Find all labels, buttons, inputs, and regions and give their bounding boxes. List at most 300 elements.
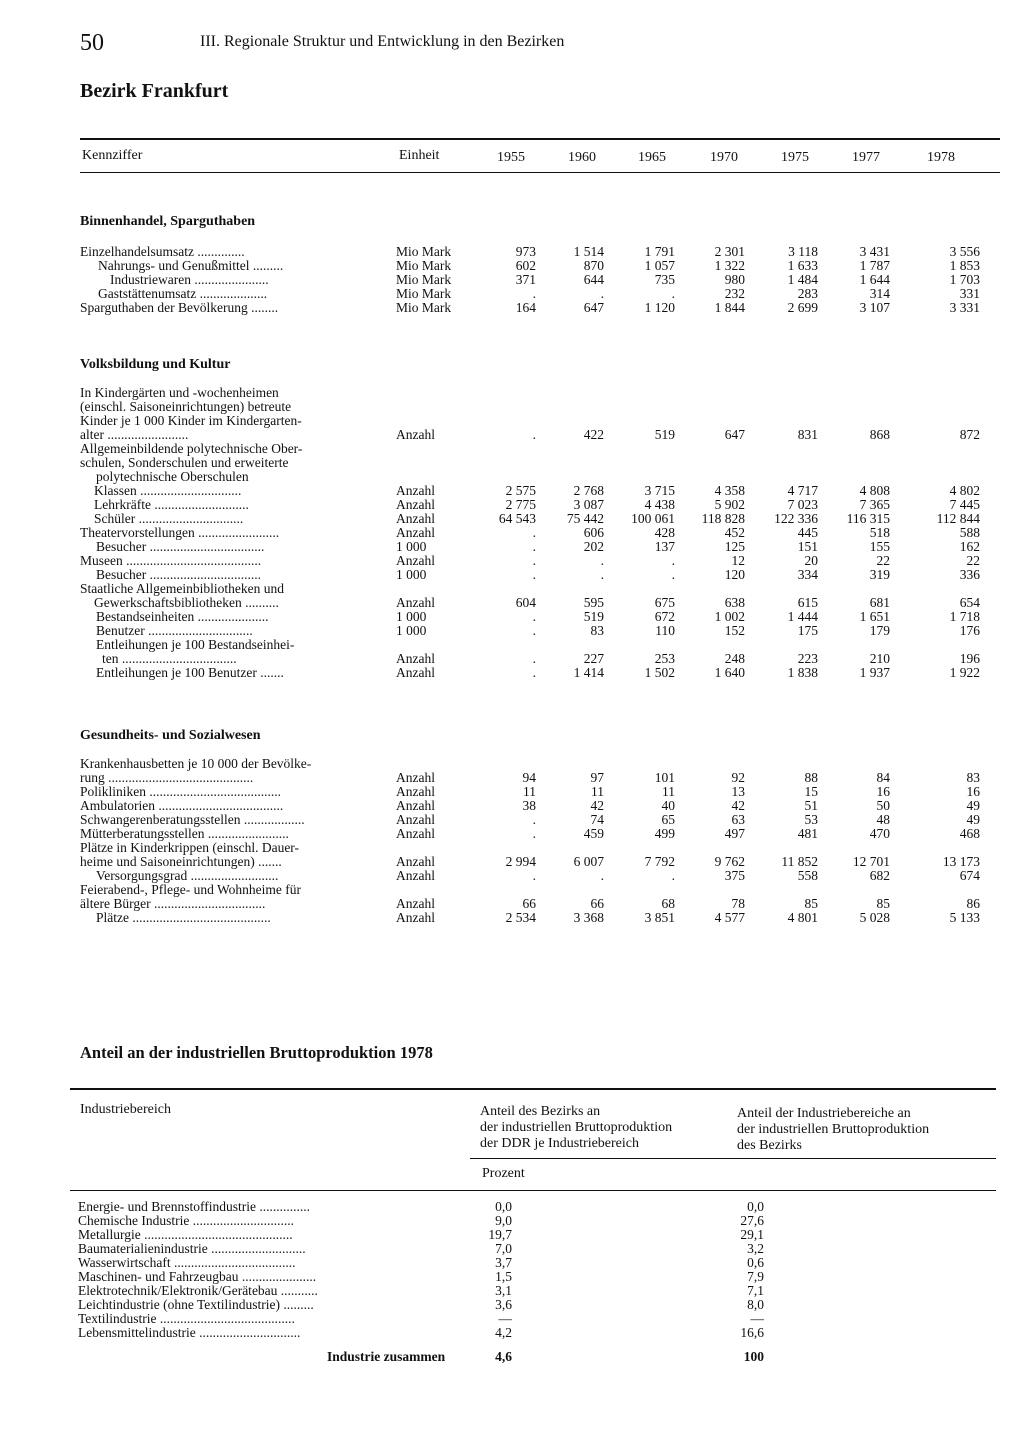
row-value: 1 838	[787, 665, 818, 680]
row-value: 11	[662, 784, 675, 799]
row-unit: Anzahl	[396, 651, 435, 666]
table2-row-a: 4,2	[495, 1325, 512, 1340]
row-value: 84	[876, 770, 890, 785]
table1-head-unit: Einheit	[399, 148, 440, 163]
row-value: 5 028	[859, 910, 890, 925]
row-value: 125	[724, 539, 745, 554]
row-value: 3 107	[859, 300, 890, 315]
running-header: III. Regionale Struktur und Entwicklung in den Bezirken	[200, 33, 565, 50]
table2-row-b: 29,1	[740, 1227, 764, 1242]
table2-row-b: —	[750, 1311, 764, 1326]
row-unit: Mio Mark	[396, 258, 452, 273]
row-value: 22	[876, 553, 890, 568]
row-unit: Anzahl	[396, 854, 435, 869]
table1-head-rule	[80, 172, 1000, 173]
table2-row	[0, 1256, 1024, 1270]
row-value: 16	[966, 784, 980, 799]
table2-row-b: 16,6	[740, 1325, 764, 1340]
table1-year-header: 1955	[497, 150, 525, 165]
row-value: .	[671, 553, 675, 568]
row-value: 4 577	[714, 910, 745, 925]
row-value: .	[532, 623, 536, 638]
row-label: polytechnische Oberschulen	[96, 469, 249, 484]
row-label: Theatervorstellungen ........................	[80, 525, 280, 540]
table1-year-header: 1978	[927, 150, 955, 165]
page-number: 50	[80, 30, 104, 56]
row-value: .	[532, 665, 536, 680]
table2-row	[0, 1284, 1024, 1298]
row-unit: Anzahl	[396, 427, 435, 442]
table2-row-label: Elektrotechnik/Elektronik/Gerätebau ...........	[78, 1283, 318, 1298]
row-value: 152	[724, 623, 745, 638]
table2-row	[0, 1242, 1024, 1256]
row-value: 53	[804, 812, 818, 827]
row-value: 647	[583, 300, 604, 315]
row-value: 49	[966, 798, 980, 813]
row-unit: Anzahl	[396, 665, 435, 680]
row-label: Allgemeinbildende polytechnische Ober-	[80, 441, 303, 456]
row-value: 672	[654, 609, 675, 624]
table2-total-row	[0, 1350, 1024, 1364]
row-unit: Anzahl	[396, 868, 435, 883]
table2-row-label: Metallurgie ............................................	[78, 1227, 293, 1242]
row-value: 16	[876, 784, 890, 799]
table2-row	[0, 1326, 1024, 1340]
row-value: 2 768	[573, 483, 604, 498]
table2-row-a: 3,7	[495, 1255, 512, 1270]
table-row	[0, 813, 1024, 827]
table2-total-a: 4,6	[495, 1349, 512, 1364]
row-value: 604	[515, 595, 536, 610]
row-unit: Anzahl	[396, 896, 435, 911]
table2-row	[0, 1214, 1024, 1228]
table2-row	[0, 1298, 1024, 1312]
row-value: 68	[661, 896, 675, 911]
table2-row-a: 0,0	[495, 1199, 512, 1214]
row-label: schulen, Sonderschulen und erweiterte	[80, 455, 289, 470]
table-row	[0, 287, 1024, 301]
row-label: Schwangerenberatungsstellen ..................	[80, 812, 305, 827]
row-value: 232	[724, 286, 745, 301]
row-value: 675	[654, 595, 675, 610]
row-unit: Anzahl	[396, 826, 435, 841]
table2-row-a: 1,5	[495, 1269, 512, 1284]
row-label: Nahrungs- und Genußmittel .........	[98, 258, 284, 273]
section-title: Binnenhandel, Sparguthaben	[80, 214, 256, 229]
table1-year-header: 1975	[781, 150, 809, 165]
row-value: 7 023	[787, 497, 818, 512]
table2-title: Anteil an der industriellen Bruttoproduktion 1978	[80, 1043, 433, 1062]
row-label: Klassen ..............................	[94, 483, 242, 498]
row-value: 3 331	[949, 300, 980, 315]
table1-head-indicator: Kennziffer	[82, 148, 143, 163]
row-value: 11	[591, 784, 604, 799]
row-unit: Anzahl	[396, 525, 435, 540]
row-value: 137	[654, 539, 675, 554]
row-label: Einzelhandelsumsatz ..............	[80, 244, 245, 259]
row-value: 11 852	[781, 854, 818, 869]
row-value: 151	[797, 539, 818, 554]
row-value: 283	[797, 286, 818, 301]
row-value: 2 575	[505, 483, 536, 498]
table2-row-a: 3,6	[495, 1297, 512, 1312]
table2-head-area: Industriebereich	[80, 1102, 171, 1117]
row-value: 1 002	[714, 609, 745, 624]
row-unit: Anzahl	[396, 497, 435, 512]
table-row	[0, 652, 1024, 666]
row-value: 319	[869, 567, 890, 582]
row-value: 735	[654, 272, 675, 287]
row-value: 336	[959, 567, 980, 582]
row-value: 644	[583, 272, 604, 287]
row-value: 15	[804, 784, 818, 799]
table-row	[0, 624, 1024, 638]
row-value: 3 118	[788, 244, 818, 259]
row-unit: Mio Mark	[396, 300, 452, 315]
table-row	[0, 841, 1024, 855]
row-unit: Anzahl	[396, 812, 435, 827]
row-value: 1 844	[714, 300, 745, 315]
table2-row	[0, 1312, 1024, 1326]
row-value: 1 651	[859, 609, 890, 624]
row-value: 1 640	[714, 665, 745, 680]
row-value: 7 445	[949, 497, 980, 512]
row-value: 20	[804, 553, 818, 568]
row-value: .	[532, 525, 536, 540]
row-value: 1 703	[949, 272, 980, 287]
row-value: 120	[724, 567, 745, 582]
table2-head-col-a: Anteil des Bezirks an der industriellen Bruttoproduktion der DDR je Industriebereich	[480, 1104, 673, 1151]
table2-row-a: —	[498, 1311, 512, 1326]
row-value: 470	[869, 826, 890, 841]
row-unit: Mio Mark	[396, 244, 452, 259]
row-value: 66	[590, 896, 604, 911]
row-value: 331	[959, 286, 980, 301]
row-value: 94	[522, 770, 536, 785]
row-label: Gaststättenumsatz ....................	[98, 286, 268, 301]
table-row	[0, 470, 1024, 484]
row-unit: 1 000	[396, 623, 427, 638]
row-value: 980	[724, 272, 745, 287]
table-row	[0, 442, 1024, 456]
table1-year-header: 1970	[710, 150, 738, 165]
table1-year-header: 1977	[852, 150, 880, 165]
row-value: .	[532, 651, 536, 666]
row-value: 1 502	[644, 665, 675, 680]
row-value: 75 442	[566, 511, 604, 526]
table-row	[0, 498, 1024, 512]
row-label: Schüler ...............................	[94, 511, 244, 526]
row-value: .	[532, 609, 536, 624]
row-value: 1 633	[787, 258, 818, 273]
table2-row-label: Baumaterialienindustrie ............................	[78, 1241, 306, 1256]
row-value: 499	[654, 826, 675, 841]
row-value: 85	[876, 896, 890, 911]
row-value: 196	[959, 651, 980, 666]
row-value: 88	[804, 770, 818, 785]
row-value: 5 133	[949, 910, 980, 925]
row-value: 92	[731, 770, 745, 785]
row-unit: Anzahl	[396, 511, 435, 526]
row-value: 868	[869, 427, 890, 442]
table2-total-label: Industrie zusammen	[327, 1349, 446, 1364]
row-value: 2 301	[714, 244, 745, 259]
table2-total-b: 100	[743, 1349, 764, 1364]
row-label: heime und Saisoneinrichtungen) .......	[80, 854, 282, 869]
table1-top-rule	[80, 138, 1000, 140]
row-value: 210	[869, 651, 890, 666]
row-label: (einschl. Saisoneinrichtungen) betreute	[80, 399, 292, 414]
row-value: .	[532, 553, 536, 568]
table2-row-b: 3,2	[747, 1241, 764, 1256]
table2-row-label: Maschinen- und Fahrzeugbau ......................	[78, 1269, 317, 1284]
row-value: 519	[583, 609, 604, 624]
table-row	[0, 596, 1024, 610]
table-row	[0, 456, 1024, 470]
row-value: 481	[797, 826, 818, 841]
row-value: 65	[661, 812, 675, 827]
row-value: 681	[869, 595, 890, 610]
row-unit: Anzahl	[396, 798, 435, 813]
row-value: 1 322	[714, 258, 745, 273]
row-value: 175	[797, 623, 818, 638]
row-label: ten ..................................	[102, 651, 237, 666]
table-row	[0, 512, 1024, 526]
row-value: .	[532, 567, 536, 582]
row-value: 63	[731, 812, 745, 827]
table2-row-b: 0,6	[747, 1255, 764, 1270]
table2-row	[0, 1270, 1024, 1284]
row-value: 334	[797, 567, 818, 582]
row-label: Gewerkschaftsbibliotheken ..........	[94, 595, 279, 610]
row-value: 1 414	[573, 665, 604, 680]
row-value: 6 007	[573, 854, 604, 869]
row-value: .	[671, 286, 675, 301]
row-value: 872	[959, 427, 980, 442]
row-value: 78	[731, 896, 745, 911]
row-value: 3 851	[644, 910, 675, 925]
table2-row-b: 27,6	[740, 1213, 764, 1228]
row-value: 615	[797, 595, 818, 610]
row-value: 4 808	[859, 483, 890, 498]
row-value: 1 787	[859, 258, 890, 273]
row-unit: 1 000	[396, 609, 427, 624]
table2-row-label: Leichtindustrie (ohne Textilindustrie) .........	[78, 1297, 314, 1312]
table-row	[0, 757, 1024, 771]
row-value: 5 902	[714, 497, 745, 512]
table-row	[0, 771, 1024, 785]
row-label: Besucher .................................	[96, 567, 261, 582]
row-value: 558	[797, 868, 818, 883]
row-value: 497	[724, 826, 745, 841]
row-value: 3 087	[573, 497, 604, 512]
row-value: 314	[869, 286, 890, 301]
table-row	[0, 526, 1024, 540]
row-value: 647	[724, 427, 745, 442]
row-label: Benutzer ...............................	[96, 623, 253, 638]
row-value: 682	[869, 868, 890, 883]
table2-row-b: 7,9	[747, 1269, 764, 1284]
row-label: Feierabend-, Pflege- und Wohnheime für	[80, 882, 301, 897]
row-unit: Anzahl	[396, 553, 435, 568]
table-row	[0, 259, 1024, 273]
row-value: 176	[959, 623, 980, 638]
row-value: 13	[731, 784, 745, 799]
row-unit: Anzahl	[396, 483, 435, 498]
row-value: 1 644	[859, 272, 890, 287]
table-row	[0, 638, 1024, 652]
row-label: Kinder je 1 000 Kinder im Kindergarten-	[80, 413, 302, 428]
row-label: Polikliniken .......................................	[80, 784, 282, 799]
row-value: 1 853	[949, 258, 980, 273]
row-value: 12	[731, 553, 745, 568]
row-value: 11	[523, 784, 536, 799]
row-value: 468	[959, 826, 980, 841]
row-value: 179	[869, 623, 890, 638]
table-row	[0, 582, 1024, 596]
row-value: .	[600, 868, 604, 883]
row-value: 1 514	[573, 244, 604, 259]
row-value: 595	[583, 595, 604, 610]
row-value: 3 556	[949, 244, 980, 259]
row-label: In Kindergärten und -wochenheimen	[80, 385, 279, 400]
row-unit: Mio Mark	[396, 272, 452, 287]
row-value: 3 368	[573, 910, 604, 925]
row-value: .	[671, 567, 675, 582]
row-value: 1 922	[949, 665, 980, 680]
row-value: 49	[966, 812, 980, 827]
row-value: 202	[583, 539, 604, 554]
row-value: 3 431	[859, 244, 890, 259]
table-row	[0, 414, 1024, 428]
row-value: 248	[724, 651, 745, 666]
table2-row-a: 19,7	[488, 1227, 512, 1242]
row-unit: Anzahl	[396, 770, 435, 785]
table2-row-label: Chemische Industrie ..............................	[78, 1213, 294, 1228]
row-value: 602	[515, 258, 536, 273]
row-value: 1 444	[787, 609, 818, 624]
table2-row-label: Wasserwirtschaft ....................................	[78, 1255, 296, 1270]
table1-year-header: 1960	[568, 150, 596, 165]
row-value: 86	[966, 896, 980, 911]
row-value: 51	[804, 798, 818, 813]
row-value: .	[532, 812, 536, 827]
row-value: 118 828	[701, 511, 745, 526]
row-value: 253	[654, 651, 675, 666]
row-label: Plätze in Kinderkrippen (einschl. Dauer-	[80, 840, 300, 855]
row-value: 66	[522, 896, 536, 911]
row-value: 2 534	[505, 910, 536, 925]
row-value: 973	[515, 244, 536, 259]
row-value: .	[532, 286, 536, 301]
row-value: 155	[869, 539, 890, 554]
row-value: 40	[661, 798, 675, 813]
table2-head-divider	[470, 1158, 996, 1159]
row-value: 50	[876, 798, 890, 813]
row-value: 654	[959, 595, 980, 610]
row-value: .	[532, 826, 536, 841]
row-value: 38	[522, 798, 536, 813]
row-unit: 1 000	[396, 567, 427, 582]
row-value: 519	[654, 427, 675, 442]
row-unit: 1 000	[396, 539, 427, 554]
row-value: 3 715	[644, 483, 675, 498]
row-unit: Anzahl	[396, 910, 435, 925]
row-label: ältere Bürger .................................	[80, 896, 266, 911]
row-value: 831	[797, 427, 818, 442]
section-title: Gesundheits- und Sozialwesen	[80, 728, 261, 743]
row-value: 9 762	[714, 854, 745, 869]
row-value: 83	[966, 770, 980, 785]
row-value: .	[532, 539, 536, 554]
table-row	[0, 911, 1024, 925]
row-label: Krankenhausbetten je 10 000 der Bevölke-	[80, 756, 312, 771]
table-row	[0, 554, 1024, 568]
row-value: 97	[590, 770, 604, 785]
row-value: 588	[959, 525, 980, 540]
table2-row-a: 9,0	[495, 1213, 512, 1228]
row-value: 428	[654, 525, 675, 540]
row-value: 7 365	[859, 497, 890, 512]
row-value: 1 937	[859, 665, 890, 680]
row-value: 13 173	[942, 854, 980, 869]
row-value: 12 701	[852, 854, 890, 869]
row-label: Ambulatorien .....................................	[80, 798, 284, 813]
table2-head-unit: Prozent	[482, 1166, 525, 1181]
row-value: 116 315	[846, 511, 890, 526]
table-row	[0, 386, 1024, 400]
row-value: 371	[515, 272, 536, 287]
table-row	[0, 245, 1024, 259]
row-value: 164	[515, 300, 536, 315]
row-value: 83	[590, 623, 604, 638]
table-row	[0, 484, 1024, 498]
table-row	[0, 869, 1024, 883]
row-label: Plätze .........................................	[96, 910, 271, 925]
row-label: Bestandseinheiten .....................	[96, 609, 269, 624]
row-value: 518	[869, 525, 890, 540]
row-value: 227	[583, 651, 604, 666]
table2-row-label: Lebensmittelindustrie ..............................	[78, 1325, 301, 1340]
row-label: alter ........................	[80, 427, 189, 442]
table-row	[0, 897, 1024, 911]
row-value: 42	[590, 798, 604, 813]
table-row	[0, 428, 1024, 442]
row-value: 4 717	[787, 483, 818, 498]
table2-row-b: 0,0	[747, 1199, 764, 1214]
table2-row-a: 3,1	[495, 1283, 512, 1298]
table2-row-b: 7,1	[747, 1283, 764, 1298]
row-value: 7 792	[644, 854, 675, 869]
table-row	[0, 799, 1024, 813]
row-value: 22	[966, 553, 980, 568]
row-label: Entleihungen je 100 Bestandseinhei-	[96, 637, 295, 652]
table2-row-label: Textilindustrie ........................................	[78, 1311, 295, 1326]
row-unit: Mio Mark	[396, 286, 452, 301]
row-value: 452	[724, 525, 745, 540]
row-value: 48	[876, 812, 890, 827]
section-title: Volksbildung und Kultur	[80, 357, 231, 372]
row-label: Staatliche Allgemeinbibliotheken und	[80, 581, 284, 596]
table2-row	[0, 1200, 1024, 1214]
row-unit: Anzahl	[396, 784, 435, 799]
table-row	[0, 568, 1024, 582]
row-value: 112 844	[936, 511, 980, 526]
row-value: 122 336	[774, 511, 818, 526]
table2-head-rule	[70, 1190, 996, 1191]
table2-row-a: 7,0	[495, 1241, 512, 1256]
row-label: Sparguthaben der Bevölkerung ........	[80, 300, 279, 315]
